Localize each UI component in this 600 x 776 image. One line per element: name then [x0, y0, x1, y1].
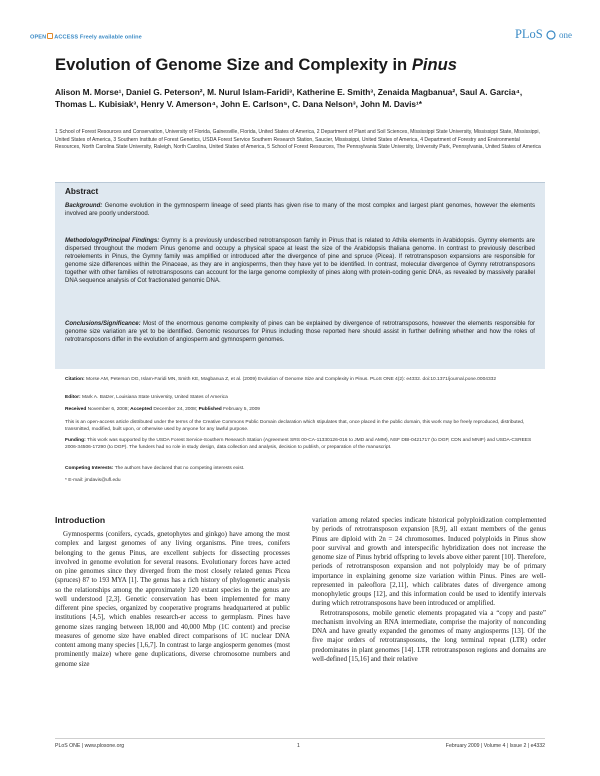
author-list: Alison M. Morse¹, Daniel G. Peterson², M. Nurul Islam-Faridi³, Katherine E. Smith³, Zenaida Magbanua², Saul A. Garcia⁴, Thomas L. Kubisiak³, Henry V. Amerson⁴, John E. Carlson⁵, C. Dana Nelson³, John M. Davis¹*: [55, 87, 523, 110]
editor-text: Mark A. Batzer, Louisiana State University, United States of America: [80, 395, 228, 400]
introduction-heading: Introduction: [55, 515, 106, 525]
corresponding-email[interactable]: * E-mail: jmdavis@ufl.edu: [65, 478, 121, 483]
abstract-methods: [65, 237, 535, 285]
intro-paragraph-2: Retrotransposons, mobile genetic elements propagated via a “copy and paste” mechanism involving an RNA intermediate, comprise the majority of nonconding DNA and have greatly expanded the genomes of many angiosperms [13]. Of the five major orders of retrotransposons, the long terminal repeat (LTR) order predominates in plant genomes [14]. LTR retrotransposon regions and domains are well-defined [15,16] and their relative: [312, 608, 546, 663]
funding: [65, 437, 535, 451]
accepted-date: December 24, 2008;: [151, 407, 199, 412]
funding-label: Funding:: [65, 438, 86, 443]
footer-issue: February 2009 | Volume 4 | Issue 2 | e4332: [445, 743, 545, 749]
footer-page-number: 1: [297, 743, 300, 749]
logo-plos-text: PLoS: [514, 27, 543, 41]
footer-divider: [55, 738, 545, 739]
freely-available-label: Freely available online: [79, 34, 142, 41]
copyright-statement: This is an open-access article distributed under the terms of the Creative Commons Public Domain declaration which stipulates that, once placed in the public domain, this work may be freely reproduced, distributed, transmitted, modified, built upon, or otherwise used by anyone for any lawful purpose.: [65, 420, 525, 433]
access-label: ACCESS: [54, 34, 79, 41]
logo-one-text: one: [559, 30, 572, 40]
published-label: Published: [198, 407, 222, 412]
footer-journal: PLoS ONE | www.plosone.org: [55, 743, 125, 749]
open-access-label: [30, 33, 142, 41]
lock-icon: [47, 33, 53, 39]
affiliations: 1 School of Forest Resources and Conservation, University of Florida, Gainesville, Florida, United States of America, 2 Department of Plant and Soil Sciences, Mississippi State University, Mississippi State, Mississippi, United States of America, 3 Southern Institute of Forest Genetics, USDA Forest Service Southern Research Station, Saucier, Mississippi, United States of America, 4 Department of Forestry and Environmental Resources, North Carolina State University, Raleigh, North Carolina, United States of America, 5 School of Forest Resources, The Pennsylvania State University, University Park, Pennsylvania, United States of America: [55, 129, 541, 151]
abstract-conclusions: [65, 320, 535, 344]
competing-interests: [65, 465, 535, 472]
citation-label: Citation:: [65, 377, 85, 382]
published-date: February 5, 2009: [221, 407, 260, 412]
methods-label: Methodology/Principal Findings:: [65, 238, 160, 244]
journal-header: [0, 0, 600, 48]
methods-text: Gymny is a previously undescribed retrotransposon family in Pinus that is related to Athila elements in Arabidopsis. Gymny elements are dispersed throughout the modern Pinus genome and occupy a physical space at least the size of the Arabidopsis thaliana genome. In contrast to previously described retroelements in Pinus, the Gymny family was amplified or introduced after the divergence of pine and spruce (Picea). If retrotransposon expansions are responsible for genome size differences within the Pinaceae, as they are in angiosperms, then they have yet to be identified. In contrast, molecular divergence of Gymny retrotransposons together with other families of retrotransposons can account for the large genome complexity of pines along with protein-coding genic DNA, as revealed by massively parallel DNA sequence analysis of Cot fractionated genomic DNA.: [65, 238, 535, 284]
plos-circle-icon: [546, 30, 556, 40]
background-label: Background:: [65, 203, 103, 209]
title-genus: Pinus: [411, 55, 457, 74]
citation: [65, 376, 535, 383]
competing-label: Competing Interests:: [65, 466, 114, 471]
open-label: OPEN: [30, 34, 47, 41]
citation-text: Morse AM, Peterson DG, Islam-Faridi MN, Smith KE, Magbanua Z, et al. (2009) Evolution of Genome Size and Complexity in Pinus. PLoS ONE 4(2): e4332. doi:10.1371/journal.pone.0004332: [84, 377, 497, 382]
received-label: Received: [65, 407, 87, 412]
conclusions-text: Most of the enormous genome complexity of pines can be explained by divergence of retrotransposons, however the elements responsible for genome size variation are yet to be identified. Genomic resources for Pinus including those reported here should assist in further defining whether and how the roles of retrotransposons differ in the evolution of angiosperm and gymnosperm genomes.: [65, 321, 535, 343]
title-text: Evolution of Genome Size and Complexity in: [55, 55, 412, 74]
body-column-right: [312, 516, 546, 664]
article-dates: [65, 406, 535, 413]
body-column-left: [55, 530, 290, 669]
abstract-heading: Abstract: [65, 187, 99, 196]
accepted-label: Accepted: [130, 407, 152, 412]
intro-paragraph-1: Gymnosperms (conifers, cycads, gnetophytes and ginkgo) have among the most complex and largest genomes of any living organisms. Pine trees, conifers belonging to the genus Pinus, are excellent subjects for dissecting processes involved in genome evolution for several reasons. Evolutionary forces have acted on pine genomes since they diverged from the most closely related genus Picea (spruces) 87 to 193 MYA [1]. The genus has a rich history of phylogenetic analysis so the relationships among the approximately 120 extant species in the genus are well understood [2,3]. Genetic conservation has been implemented for many different pine species, organized by cooperative programs headquartered at public institutions [4,5], which enables research-er access to germplasm. Pines have genome sizes ranging between 18,000 and 40,000 Mbp (1C content) and precise measures of genome size have enabled direct comparisons of 1C nuclear DNA content among many species [1,6,7]. In contrast to large angiosperm genomes (most prominently maize) where gene duplications, diverse chromosome numbers and genome size: [55, 530, 290, 668]
abstract-background: [65, 202, 535, 218]
competing-text: The authors have declared that no competing interests exist.: [113, 466, 245, 471]
article-title: [55, 55, 555, 75]
received-date: November 6, 2008;: [86, 407, 131, 412]
plos-one-logo: [515, 27, 572, 42]
editor: [65, 394, 535, 401]
conclusions-label: Conclusions/Significance:: [65, 321, 141, 327]
editor-label: Editor:: [65, 395, 81, 400]
funding-text: This work was supported by the USDA Forest Service-Southern Research Station (Agreement SRS 00-CA-11330126-016 to JMD and AMM), NSF DBI-0421717 (to DGP, CDN and MNIF) and USDA-CSREES 2006-34506-17290 (to DGP). The funders had no role in study design, data collection and analysis, decision to publish, or preparation of the manuscript.: [65, 438, 532, 451]
background-text: Genome evolution in the gymnosperm lineage of seed plants has given rise to many of the most complex and largest plant genomes, however the elements involved are poorly understood.: [65, 203, 535, 217]
intro-paragraph-1-cont: variation among related species indicate historical polyploidization complemented by periods of retrotransposon expansion [8,9], all extant members of the genus Pinus are diploid with 2n = 24 chromosomes. Induced polyploids in Pinus show poor survival and growth and interspecific hybridization does not increase the genome size of Pinus hybrid offspring to levels above either parent [10]. Therefore, periods of retrotransposon expansion and not polyploidy may be of primary importance in explaining genome size variation within Pinus. Pines are well-represented in paleoflora [2,11], which calibrates dates of divergence among monophyletic groups [12], and this information could be used to identify intervals during which retrotransposons have been introduced or amplified.: [312, 516, 546, 608]
